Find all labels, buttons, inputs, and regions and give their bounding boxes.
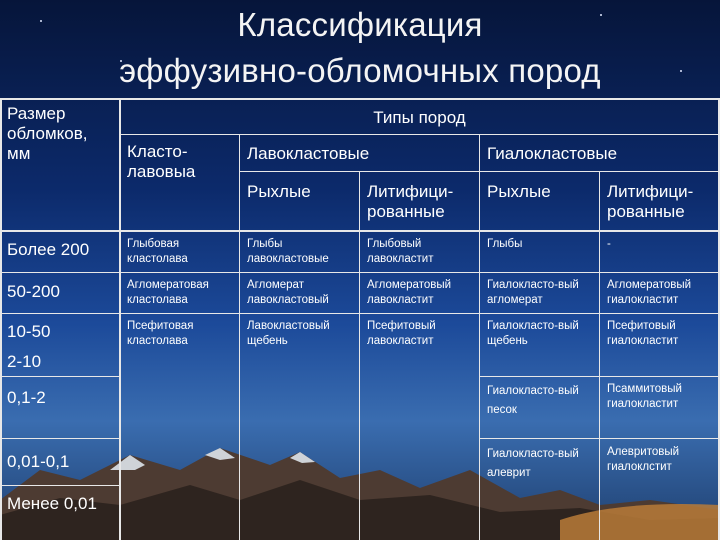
table-cell: Гиалокласто-вый песок [487, 385, 579, 416]
size-cell: Менее 0,01 [7, 494, 97, 513]
table-cell: Гиалокласто-вый щебень [487, 320, 579, 347]
lavo-header: Лавокластовые [247, 144, 370, 163]
table-cell: Лавокластовый щебень [247, 320, 330, 347]
size-cell: 10-50 [7, 322, 51, 341]
table-cell: Агломератовая кластолава [127, 279, 209, 306]
table-cell: Глыбовый лавокластит [367, 238, 434, 265]
size-cell: 0,1-2 [7, 388, 46, 407]
size-cell: 2-10 [7, 352, 42, 371]
table-cell: Глыбы лавокластовые [247, 238, 329, 265]
table-cell: Агломератовый лавокластит [367, 279, 452, 306]
table-cell: - [607, 238, 611, 250]
table-cell: Гиалокласто-вый алеврит [487, 448, 579, 479]
title-line-2: эффузивно-обломочных пород [119, 52, 601, 89]
table-cell: Агломерат лавокластовый [247, 279, 329, 306]
sub-header: Рыхлые [487, 182, 551, 201]
table-cell: Гиалокласто-вый агломерат [487, 279, 579, 306]
sub-header: Рыхлые [247, 182, 311, 201]
types-header: Типы пород [373, 108, 466, 127]
table-cell: Псаммитовый гиалокластит [607, 383, 682, 410]
table-cell: Глыбы [487, 238, 523, 250]
size-cell: 0,01-0,1 [7, 452, 70, 471]
table-cell: Алевритовый гиалоклстит [607, 446, 680, 473]
slide-title [0, 0, 720, 92]
size-cell: 50-200 [7, 282, 60, 301]
table-cell: Глыбовая кластолава [127, 238, 188, 265]
table-cell: Псефитовый гиалокластит [607, 320, 679, 347]
sub-header: Литифици-рованные [607, 182, 694, 221]
table-cell: Псефитовый лавокластит [367, 320, 436, 347]
klasto-header: Класто-лавовыа [127, 142, 196, 181]
size-cell: Более 200 [7, 240, 90, 259]
gialo-header: Гиалокластовые [487, 144, 618, 163]
table-cell: Агломератовый гиалокластит [607, 279, 692, 306]
size-header: Размер обломков, мм [7, 104, 88, 163]
sub-header: Литифици-рованные [367, 182, 454, 221]
table-cell: Псефитовая кластолава [127, 320, 194, 347]
title-line-1: Классификация [237, 6, 483, 43]
